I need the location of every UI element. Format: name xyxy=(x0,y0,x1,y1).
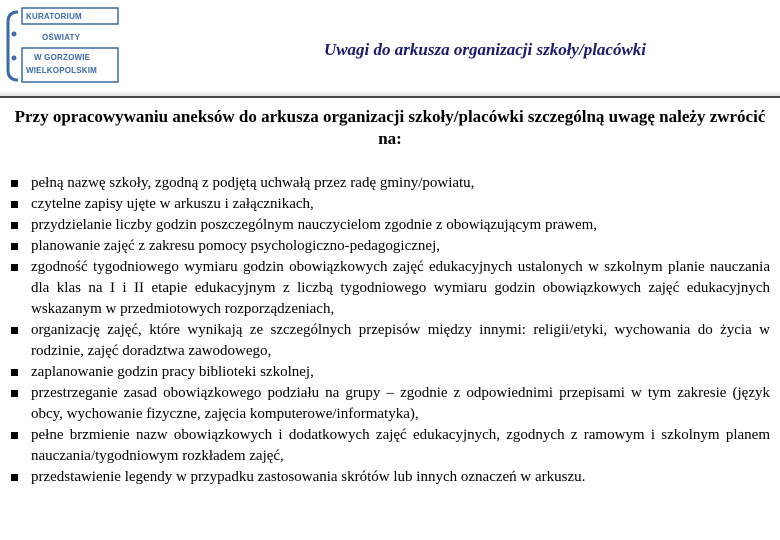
list-item-text: przydzielanie liczby godzin poszczególnym nauczycielom zgodnie z obowiązującym prawem, xyxy=(31,217,598,233)
list-item xyxy=(10,173,770,194)
page-title: Uwagi do arkusza organizacji szkoły/placówki xyxy=(323,40,647,59)
list-item xyxy=(10,236,770,257)
square-bullet-icon xyxy=(11,264,18,271)
list-item xyxy=(10,467,770,488)
logo-line-4: WIELKOPOLSKIM xyxy=(26,66,98,75)
list-item-text: przedstawienie legendy w przypadku zastosowania skrótów lub innych oznaczeń w arkuszu. xyxy=(31,469,586,485)
bullet-list xyxy=(10,173,770,488)
list-item xyxy=(10,383,770,425)
square-bullet-icon xyxy=(11,390,18,397)
list-item-text: pełną nazwę szkoły, zgodną z podjętą uchwałą przez radę gminy/powiatu, xyxy=(31,175,475,191)
list-item-text: planowanie zajęć z zakresu pomocy psychologiczno-pedagogicznej, xyxy=(31,238,440,254)
square-bullet-icon xyxy=(11,243,18,250)
list-item xyxy=(10,362,770,383)
square-bullet-icon xyxy=(11,201,18,208)
square-bullet-icon xyxy=(11,180,18,187)
list-item xyxy=(10,425,770,467)
list-item xyxy=(10,257,770,320)
list-item-text: organizację zajęć, które wynikają ze szczególnych przepisów między innymi: religii/etyki, wychowania do życia w rodzinie, zajęć doradztwa zawodowego, xyxy=(31,322,770,359)
list-item-text: zaplanowanie godzin pracy biblioteki szkolnej, xyxy=(31,364,314,380)
square-bullet-icon xyxy=(11,327,18,334)
square-bullet-icon xyxy=(11,474,18,481)
intro-text: Przy opracowywaniu aneksów do arkusza organizacji szkoły/placówki szczególną uwagę należy zwrócić na: xyxy=(14,107,766,148)
list-item-text: przestrzeganie zasad obowiązkowego podziału na grupy – zgodnie z odpowiednimi przepisami w tym zakresie (język obcy, wychowanie fizyczne, zajęcia komputerowe/informatyka), xyxy=(31,385,770,422)
square-bullet-icon xyxy=(11,222,18,229)
kuratorium-logo xyxy=(4,6,122,86)
list-item xyxy=(10,215,770,236)
logo-line-3: W GORZOWIE xyxy=(34,53,91,62)
list-item-text: czytelne zapisy ujęte w arkuszu i załącznikach, xyxy=(31,196,314,212)
list-item xyxy=(10,194,770,215)
header-divider xyxy=(0,96,780,98)
list-item xyxy=(10,320,770,362)
square-bullet-icon xyxy=(11,432,18,439)
logo-line-1: KURATORIUM xyxy=(26,12,82,21)
logo-line-2: OŚWIATY xyxy=(42,33,81,42)
list-item-text: pełne brzmienie nazw obowiązkowych i dodatkowych zajęć edukacyjnych, zgodnych z ramowym i szkolnym planem nauczania/tygodniowym rozkładem zajęć, xyxy=(31,427,770,464)
square-bullet-icon xyxy=(11,369,18,376)
list-item-text: zgodność tygodniowego wymiaru godzin obowiązkowych zajęć edukacyjnych ustalonych w szkolnym planie nauczania dla klas na I i II etapie edukacyjnym z liczbą tygodniowego wymiaru godzin obowiązkowych zajęć edukacyjnych wskazanym w przedmiotowych rozporządzeniach, xyxy=(31,259,770,317)
